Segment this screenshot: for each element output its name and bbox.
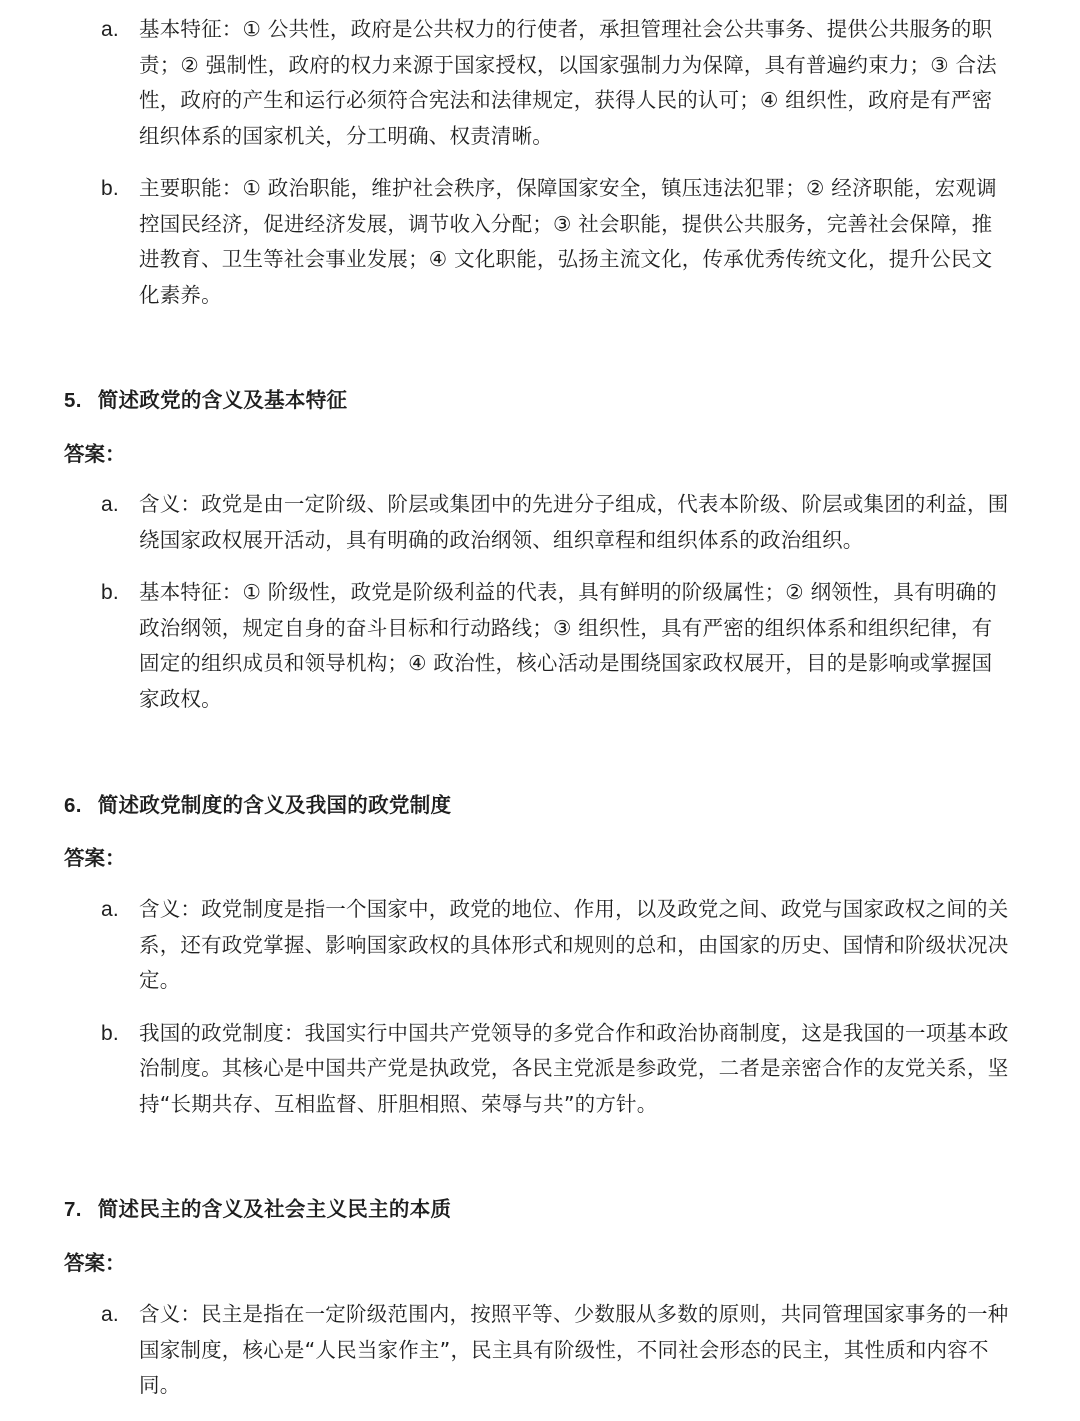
list-marker: a.	[101, 18, 119, 41]
list-item	[0, 171, 1080, 313]
question-number: 7.	[64, 1198, 82, 1221]
q7-answer-list	[0, 1297, 1080, 1404]
question-title	[64, 790, 451, 821]
list-item	[0, 575, 1080, 717]
q4-answer-list	[0, 12, 1080, 313]
question-number: 6.	[64, 794, 82, 817]
question-text: 简述政党制度的含义及我国的政党制度	[97, 793, 452, 817]
list-marker: b.	[101, 1021, 119, 1045]
list-marker: a.	[101, 1303, 119, 1326]
list-marker: a.	[101, 898, 119, 921]
list-item	[0, 1016, 1080, 1123]
list-item-text: 含义：民主是指在一定阶级范围内，按照平等、少数服从多数的原则，共同管理国家事务的一种国家制度，核心是“人民当家作主”，民主具有阶级性，不同社会形态的民主，其性质和内容不同。	[139, 1302, 1009, 1397]
list-item-text: 基本特征：① 公共性，政府是公共权力的行使者，承担管理社会公共事务、提供公共服务的职责；② 强制性，政府的权力来源于国家授权，以国家强制力为保障，具有普遍约束力；③ 合法性，政府的产生和运行必须符合宪法和法律规定，获得人民的认可；④ 组织性，政府是有严密组织体系的国家机关，分工明确、权责清晰。	[139, 17, 997, 148]
list-marker: b.	[101, 177, 119, 200]
answer-label: 答案：	[64, 846, 126, 870]
question-title	[64, 385, 347, 416]
list-item-text: 含义：政党制度是指一个国家中，政党的地位、作用，以及政党之间、政党与国家政权之间的关系，还有政党掌握、影响国家政权的具体形式和规则的总和，由国家的历史、国情和阶级状况决定。	[139, 897, 1009, 992]
question-text: 简述政党的含义及基本特征	[97, 388, 348, 412]
q6-answer-list	[0, 892, 1080, 1122]
list-item-text: 基本特征：① 阶级性，政党是阶级利益的代表，具有鲜明的阶级属性；② 纲领性，具有明确的政治纲领，规定自身的奋斗目标和行动路线；③ 组织性，具有严密的组织体系和组织纪律，有固定的组织成员和领导机构；④ 政治性，核心活动是围绕国家政权展开，目的是影响或掌握国家政权。	[139, 580, 997, 711]
list-item-text: 主要职能：① 政治职能，维护社会秩序，保障国家安全，镇压违法犯罪；② 经济职能，宏观调控国民经济，促进经济发展，调节收入分配；③ 社会职能，提供公共服务，完善社会保障，推进教育、卫生等社会事业发展；④ 文化职能，弘扬主流文化，传承优秀传统文化，提升公民文化素养。	[139, 176, 997, 307]
list-item	[0, 892, 1080, 999]
question-number: 5.	[64, 389, 82, 412]
list-item	[0, 1297, 1080, 1404]
question-title	[64, 1194, 451, 1225]
list-item-text: 我国的政党制度：我国实行中国共产党领导的多党合作和政治协商制度，这是我国的一项基本政治制度。其核心是中国共产党是执政党，各民主党派是参政党，二者是亲密合作的友党关系，坚持“长期共存、互相监督、肝胆相照、荣辱与共”的方针。	[139, 1020, 1009, 1116]
list-item-text: 含义：政党是由一定阶级、阶层或集团中的先进分子组成，代表本阶级、阶层或集团的利益，围绕国家政权展开活动，具有明确的政治纲领、组织章程和组织体系的政治组织。	[139, 492, 1009, 552]
list-item	[0, 487, 1080, 558]
answer-label: 答案：	[64, 442, 126, 466]
q5-answer-list	[0, 487, 1080, 717]
list-marker: b.	[101, 581, 119, 604]
answer-label: 答案：	[64, 1251, 126, 1275]
list-item	[0, 12, 1080, 154]
question-text: 简述民主的含义及社会主义民主的本质	[97, 1197, 452, 1221]
list-marker: a.	[101, 493, 119, 516]
